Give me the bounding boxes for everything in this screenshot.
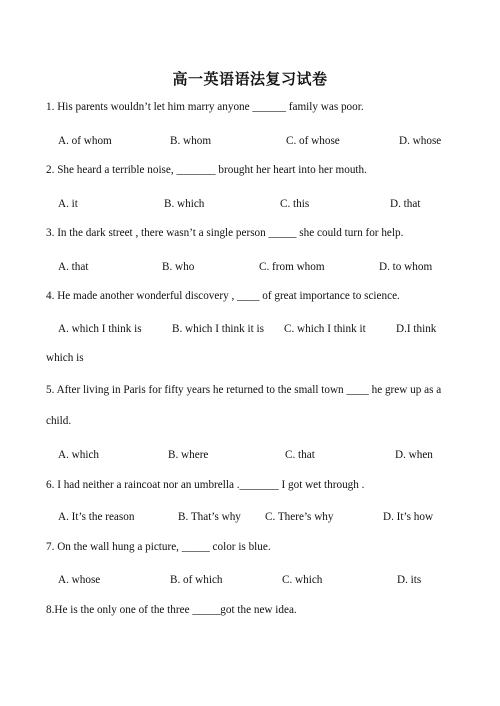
q2-option-a: A. it: [58, 198, 78, 210]
question-8-stem: 8.He is the only one of the three _____got the new idea.: [46, 604, 297, 616]
question-5-stem: [46, 375, 442, 437]
q5-option-b: B. where: [168, 449, 209, 461]
question-2-stem: 2. She heard a terrible noise, _______ brought her heart into her mouth.: [46, 164, 367, 176]
q1-option-d: D. whose: [399, 135, 442, 147]
question-4-continuation: which is: [46, 352, 84, 364]
q1-option-b: B. whom: [170, 135, 212, 147]
q2-option-b: B. which: [164, 198, 205, 210]
q4-option-a: A. which I think is: [58, 323, 142, 335]
q1-option-a: A. of whom: [58, 135, 112, 147]
q1-option-c: C. of whose: [286, 135, 340, 147]
q2-option-c: C. this: [280, 198, 310, 210]
q5-option-a: A. which: [58, 449, 100, 461]
q4-option-c: C. which I think it: [284, 323, 366, 335]
question-3-stem: 3. In the dark street , there wasn’t a single person _____ she could turn for help.: [46, 227, 404, 239]
q4-option-d: D.I think: [396, 323, 437, 335]
q7-option-a: A. whose: [58, 574, 101, 586]
q3-option-b: B. who: [162, 261, 195, 273]
q5-option-c: C. that: [285, 449, 315, 461]
q2-option-d: D. that: [390, 198, 421, 210]
q6-option-a: A. It’s the reason: [58, 511, 135, 523]
q7-option-d: D. its: [397, 574, 422, 586]
q7-option-c: C. which: [282, 574, 323, 586]
q3-option-d: D. to whom: [379, 261, 433, 273]
question-6-stem: 6. I had neither a raincoat nor an umbrella ._______ I got wet through .: [46, 479, 365, 491]
question-5-stem-text: 5. After living in Paris for fifty years he returned to the small town ____ he grew up as a child.: [46, 384, 442, 427]
q3-option-a: A. that: [58, 261, 89, 273]
question-1-stem: 1. His parents wouldn’t let him marry anyone ______ family was poor.: [46, 101, 364, 113]
question-4-stem: 4. He made another wonderful discovery , ____ of great importance to science.: [46, 290, 400, 302]
exam-title: 高一英语语法复习试卷: [172, 70, 328, 88]
q7-option-b: B. of which: [170, 574, 223, 586]
q5-option-d: D. when: [395, 449, 433, 461]
q6-option-c: C. There’s why: [265, 511, 334, 523]
q6-option-b: B. That’s why: [178, 511, 241, 523]
q4-option-b: B. which I think it is: [172, 323, 264, 335]
question-7-stem: 7. On the wall hung a picture, _____ color is blue.: [46, 541, 271, 553]
q6-option-d: D. It’s how: [383, 511, 434, 523]
q3-option-c: C. from whom: [259, 261, 325, 273]
